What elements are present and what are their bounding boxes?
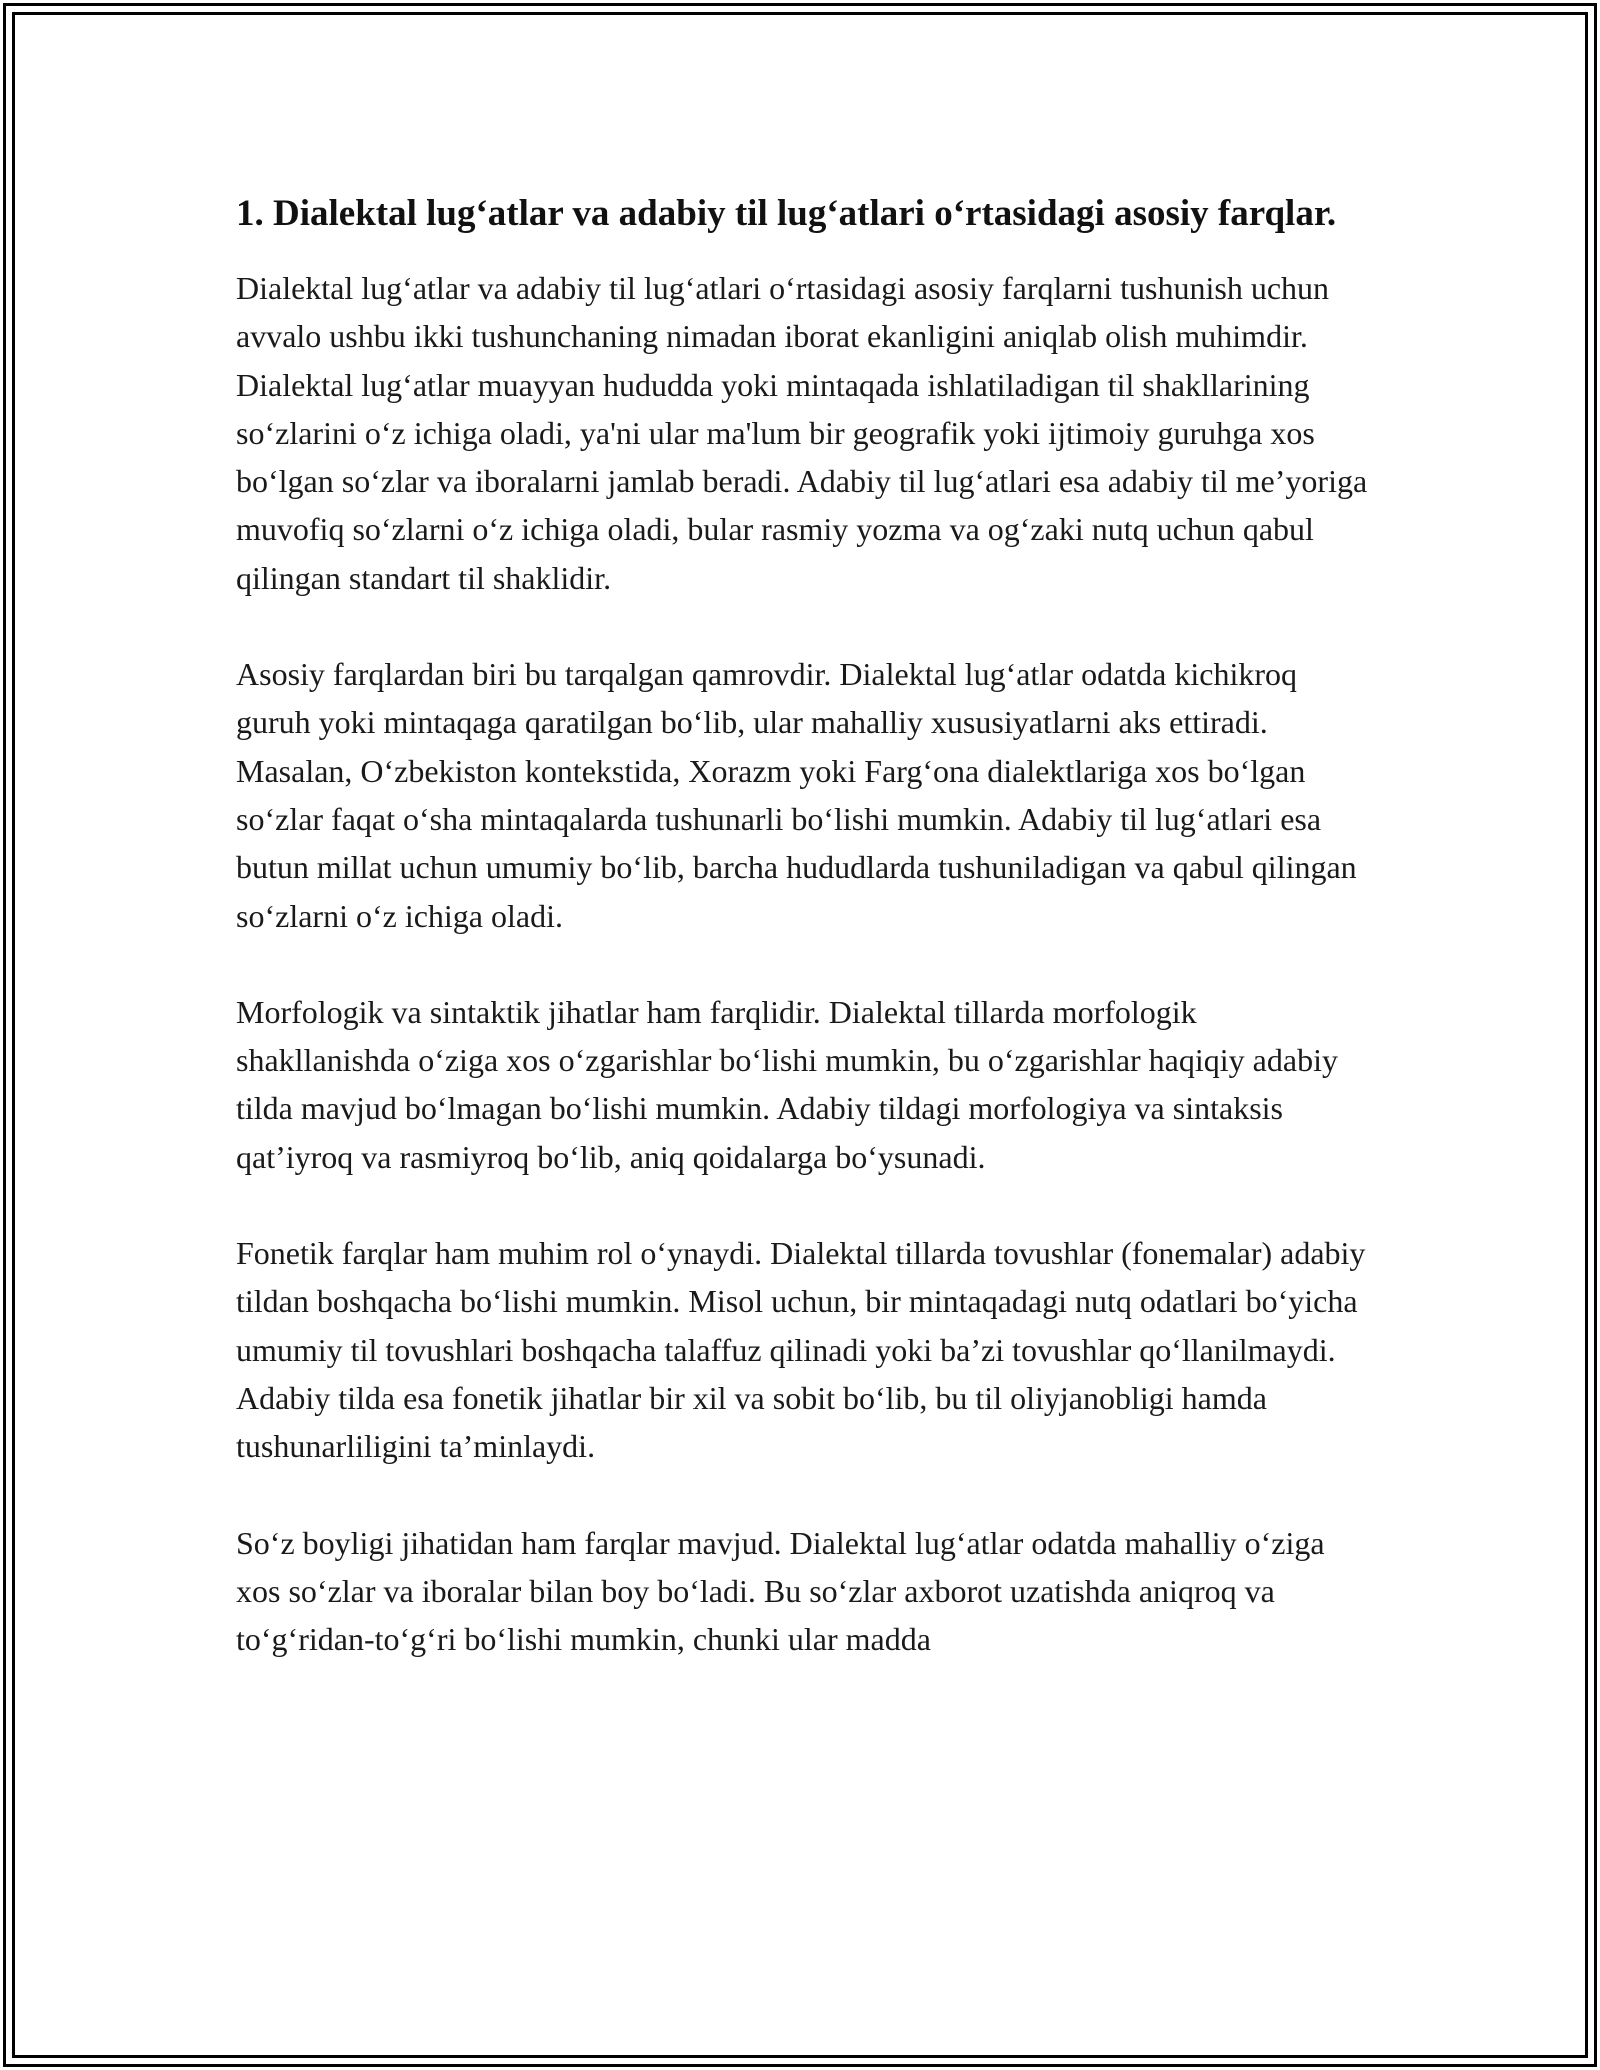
section-heading: 1. Dialektal lug‘atlar va adabiy til lug‘atlari o‘rtasidagi asosiy farqlar.: [236, 193, 1337, 234]
document-body: [236, 186, 1376, 1663]
paragraph-vocabulary: So‘z boyligi jihatidan ham farqlar mavjud. Dialektal lug‘atlar odatda mahalliy o‘ziga xos so‘zlar va iboralar bilan boy bo‘ladi. Bu so‘zlar axborot uzatishda aniqroq va to‘g‘ridan-to‘g‘ri bo‘lishi mumkin, chunki ular madda: [236, 1524, 1325, 1658]
paragraph-morphology: Morfologik va sintaktik jihatlar ham farqlidir. Dialektal tillarda morfologik shakllanishda o‘ziga xos o‘zgarishlar bo‘lishi mumkin, bu o‘zgarishlar haqiqiy adabiy tilda mavjud bo‘lmagan bo‘lishi mumkin. Adabiy tildagi morfologiya va sintaksis qat’iyroq va rasmiyroq bo‘lib, aniq qoidalarga bo‘ysunadi.: [236, 993, 1338, 1175]
paragraph-phonetics: Fonetik farqlar ham muhim rol o‘ynaydi. Dialektal tillarda tovushlar (fonemalar) adabiy tildan boshqacha bo‘lishi mumkin. Misol uchun, bir mintaqadagi nutq odatlari bo‘yicha umumiy til tovushlari boshqacha talaffuz qilinadi yoki ba’zi tovushlar qo‘llanilmaydi. Adabiy tilda esa fonetik jihatlar bir xil va sobit bo‘lib, bu til oliyjanobligi hamda tushunarliligini ta’minlaydi.: [236, 1235, 1366, 1465]
paragraph-definitions: Dialektal lug‘atlar va adabiy til lug‘atlari o‘rtasidagi asosiy farqlarni tushunish uchun avvalo ushbu ikki tushunchaning nimadan iborat ekanligini aniqlab olish muhimdir. Dialektal lug‘atlar muayyan hududda yoki mintaqada ishlatiladigan til shakllarining so‘zlarini o‘z ichiga oladi, ya'ni ular ma'lum bir geografik yoki ijtimoiy guruhga xos bo‘lgan so‘zlar va iboralarni jamlab beradi. Adabiy til lug‘atlari esa adabiy til me’yoriga muvofiq so‘zlarni o‘z ichiga oladi, bular rasmiy yozma va og‘zaki nutq uchun qabul qilingan standart til shaklidir.: [236, 270, 1368, 596]
paragraph-scope: Asosiy farqlardan biri bu tarqalgan qamrovdir. Dialektal lug‘atlar odatda kichikroq guruh yoki mintaqaga qaratilgan bo‘lib, ular mahalliy xususiyatlarni aks ettiradi. Masalan, O‘zbekiston kontekstida, Xorazm yoki Farg‘ona dialektlariga xos bo‘lgan so‘zlar faqat o‘sha mintaqalarda tushunarli bo‘lishi mumkin. Adabiy til lug‘atlari esa butun millat uchun umumiy bo‘lib, barcha hududlarda tushuniladigan va qabul qilingan so‘zlarni o‘z ichiga oladi.: [236, 656, 1357, 934]
